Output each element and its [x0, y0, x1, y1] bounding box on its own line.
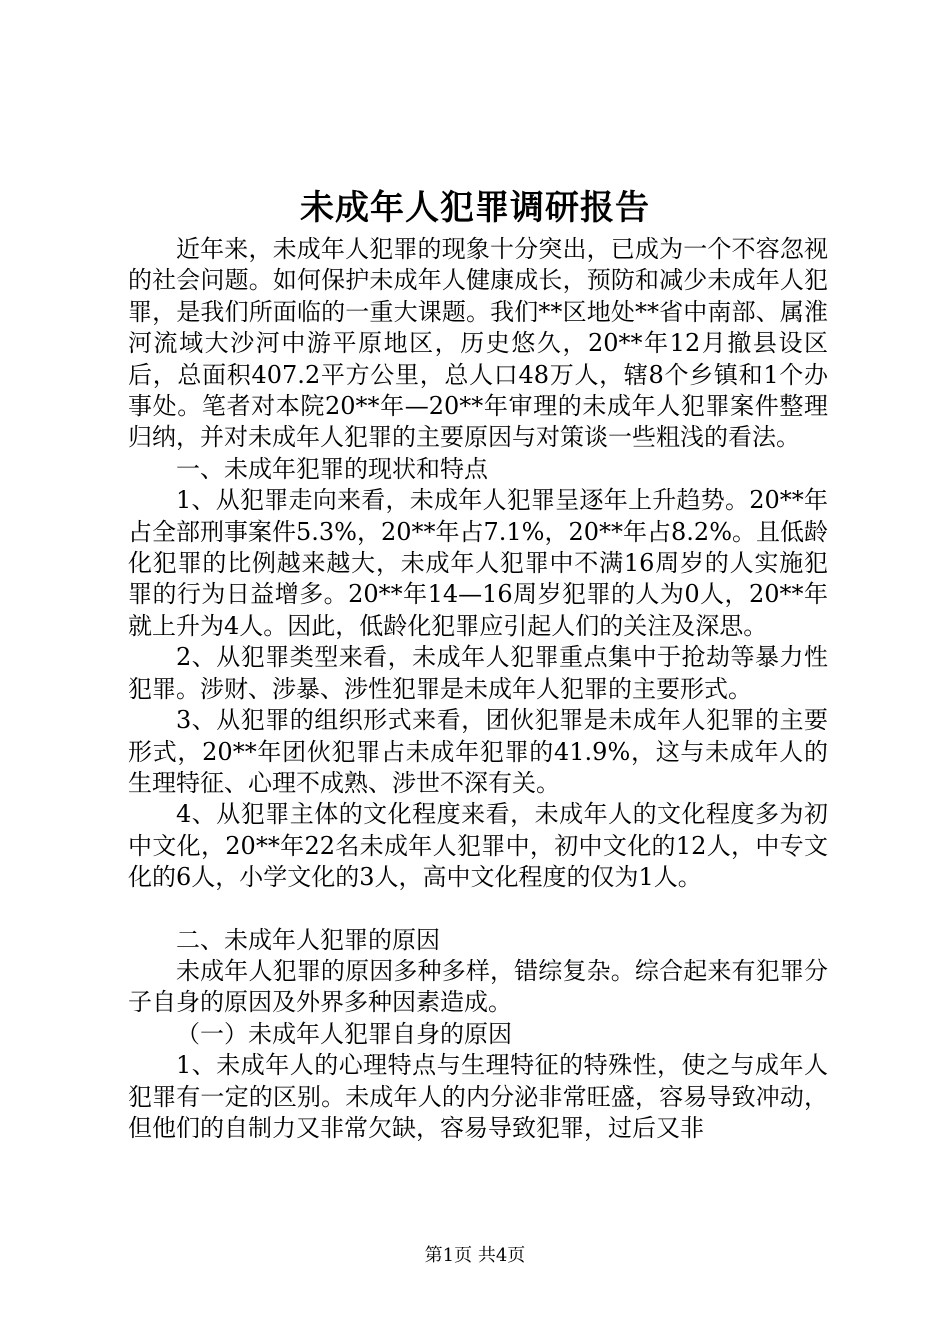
page-footer: 第1页 共4页 — [424, 1245, 526, 1266]
subsection-heading-1: （一）未成年人犯罪自身的原因 — [176, 1019, 512, 1048]
paragraph-causes-intro: 未成年人犯罪的原因多种多样，错综复杂。综合起来有犯罪分子自身的原因及外界多种因素造成。 — [128, 956, 828, 1017]
paragraph-trend: 1、从犯罪走向来看，未成年人犯罪呈逐年上升趋势。20**年占全部刑事案件5.3%，20**年占7.1%，20**年占8.2%。且低龄化犯罪的比例越来越大，未成年人犯罪中不满16周岁的人实施犯罪的行为日益增多。20**年14—16周岁犯罪的人为0人，20**年就上升为4人。因此，低龄化犯罪应引起人们的关注及深思。 — [128, 486, 828, 640]
section-heading-1: 一、未成年犯罪的现状和特点 — [176, 454, 488, 483]
paragraph-type: 2、从犯罪类型来看，未成年人犯罪重点集中于抢劫等暴力性犯罪。涉财、涉暴、涉性犯罪是未成年人犯罪的主要形式。 — [128, 643, 828, 703]
document-body — [128, 234, 828, 1144]
paragraph-spacer — [128, 894, 828, 925]
paragraph-psychology: 1、未成年人的心理特点与生理特征的特殊性，使之与成年人犯罪有一定的区别。未成年人的内分泌非常旺盛，容易导致冲动，但他们的自制力又非常欠缺，容易导致犯罪，过后又非 — [128, 1051, 828, 1142]
intro-paragraph: 近年来，未成年人犯罪的现象十分突出，已成为一个不容忽视的社会问题。如何保护未成年人健康成长，预防和减少未成年人犯罪，是我们所面临的一重大课题。我们**区地处**省中南部、属淮河流域大沙河中游平原地区，历史悠久，20**年12月撤县设区后，总面积407.2平方公里，总人口48万人，辖8个乡镇和1个办事处。笔者对本院20**年—20**年审理的未成年人犯罪案件整理归纳，并对未成年人犯罪的主要原因与对策谈一些粗浅的看法。 — [128, 235, 828, 452]
document-title: 未成年人犯罪调研报告 — [300, 188, 650, 228]
paragraph-organization: 3、从犯罪的组织形式来看，团伙犯罪是未成年人犯罪的主要形式，20**年团伙犯罪占未成年犯罪的41.9%，这与未成年人的生理特征、心理不成熟、涉世不深有关。 — [128, 706, 828, 797]
paragraph-education: 4、从犯罪主体的文化程度来看，未成年人的文化程度多为初中文化，20**年22名未成年人犯罪中，初中文化的12人，中专文化的6人，小学文化的3人，高中文化程度的仅为1人。 — [128, 800, 828, 892]
section-heading-2: 二、未成年人犯罪的原因 — [176, 925, 440, 954]
